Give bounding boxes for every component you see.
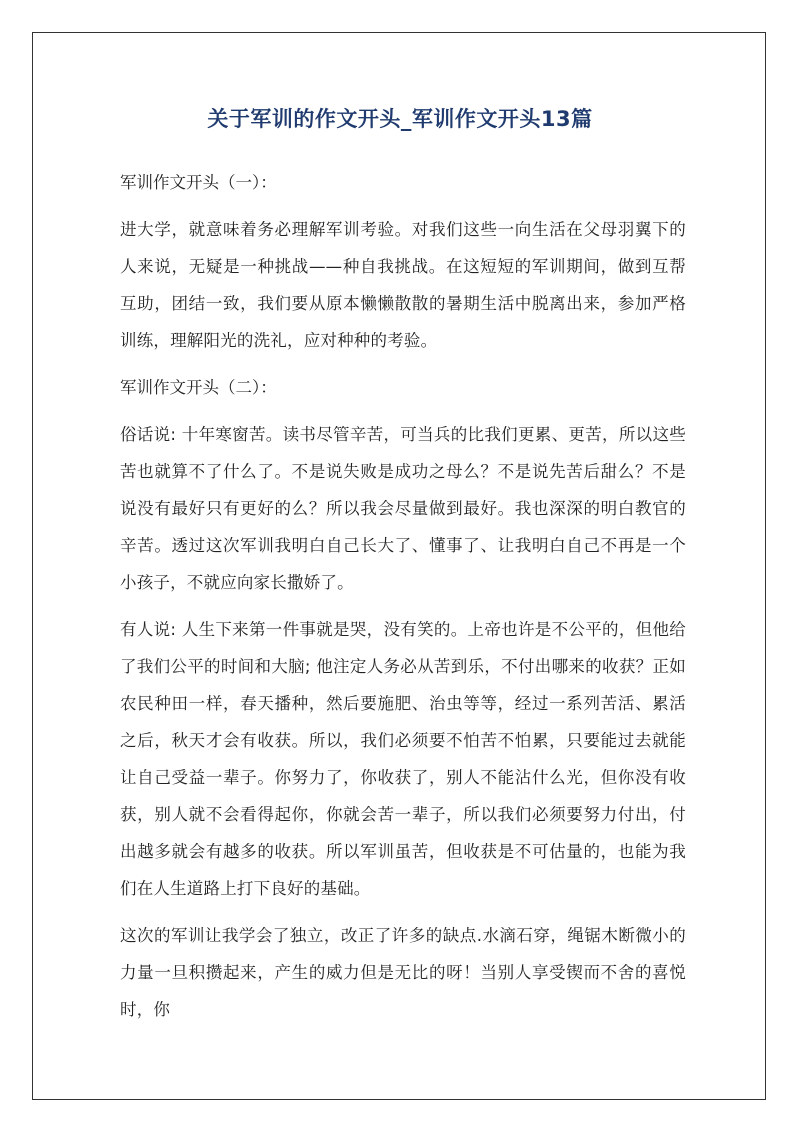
paragraph-1: 进大学，就意味着务必理解军训考验。对我们这些一向生活在父母羽翼下的人来说，无疑是一种挑战——种自我挑战。在这短短的军训期间，做到互帮互助，团结一致，我们要从原本懒懒散散的暑期生活中脱离出来，参加严格训练，理解阳光的洗礼，应对种种的考验。: [120, 220, 686, 350]
section-heading-1: 军训作文开头（一）：: [120, 173, 277, 192]
document-title: 关于军训的作文开头_军训作文开头13篇: [207, 107, 593, 131]
paragraph-4: 这次的军训让我学会了独立，改正了许多的缺点.水滴石穿，绳锯木断微小的力量一旦积攒起来，产生的威力但是无比的呀！当别人享受锲而不舍的喜悦时，你: [120, 926, 686, 1019]
paragraph-3: 有人说: 人生下来第一件事就是哭，没有笑的。上帝也许是不公平的，但他给了我们公平的时间和大脑; 他注定人务必从苦到乐，不付出哪来的收获？正如农民种田一样，春天播种，然后要施肥、治虫等等，经过一系列苦活、累活之后，秋天才会有收获。所以，我们必须要不怕苦不怕累，只要能过去就能让自己受益一辈子。你努力了，你收获了，别人不能沾什么光，但你没有收获，别人就不会看得起你，你就会苦一辈子，所以我们必须要努力付出，付出越多就会有越多的收获。所以军训虽苦，但收获是不可估量的，也能为我们在人生道路上打下良好的基础。: [120, 620, 686, 898]
document-body: [120, 164, 686, 1038]
section-heading-2: 军训作文开头（二）：: [120, 378, 277, 397]
paragraph-2: 俗话说: 十年寒窗苦。读书尽管辛苦，可当兵的比我们更累、更苦，所以这些苦也就算不了什么了。不是说失败是成功之母么？不是说先苦后甜么？不是说没有最好只有更好的么？所以我会尽量做到最好。我也深深的明白教官的辛苦。透过这次军训我明白自己长大了、懂事了、让我明白自己不再是一个小孩子，不就应向家长撒娇了。: [120, 425, 686, 592]
